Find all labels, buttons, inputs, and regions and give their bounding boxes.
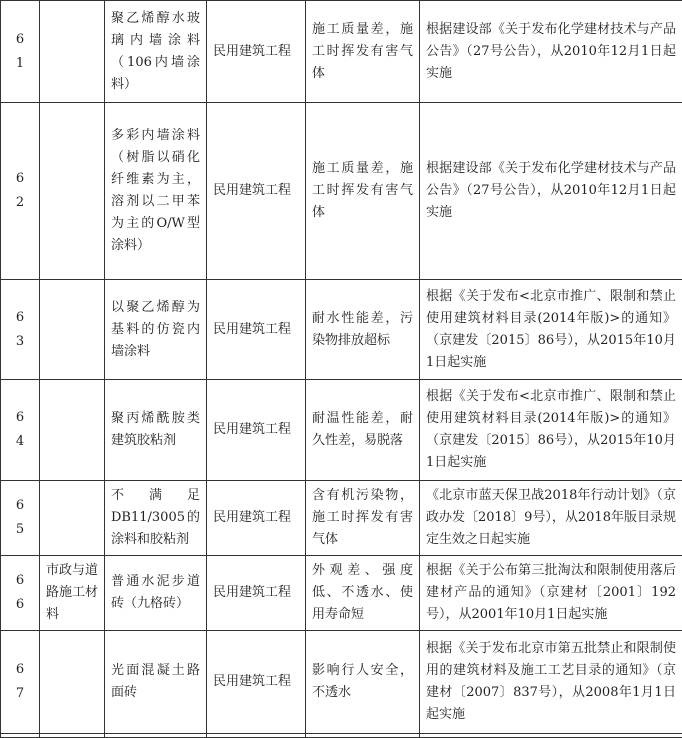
- table-row: [1, 556, 682, 631]
- category-cell: [40, 380, 105, 481]
- scope-cell: 民用建筑工程: [207, 556, 306, 631]
- row-number-ones: 3: [7, 330, 33, 354]
- product-name-cell: 以聚乙烯醇为基料的仿瓷内墙涂料: [105, 280, 207, 380]
- row-number-ones: 5: [7, 518, 33, 542]
- basis-cell: 根据建设部《关于发布化学建材技术与产品公告》（27号公告），从2010年12月1日起实施: [420, 1, 682, 103]
- category-cell: [40, 481, 105, 556]
- category-cell: 市政与道路施工材料: [40, 556, 105, 631]
- product-name-cell: 聚乙烯醇水玻璃内墙涂料（106内墙涂料）: [105, 1, 207, 103]
- reason-cell: 影响行人安全，不透水: [306, 631, 420, 734]
- product-name-cell: 不满足DB11/3005的涂料和胶粘剂: [105, 481, 207, 556]
- category-cell: [40, 280, 105, 380]
- row-number-cell: [1, 631, 40, 734]
- row-number-tens: 6: [7, 569, 33, 593]
- row-number-cell: [1, 380, 40, 481]
- table-row: [1, 481, 682, 556]
- table-row: [1, 631, 682, 734]
- basis-cell: 根据《关于发布<北京市推广、限制和禁止使用建筑材料目录(2014年版)>的通知》（京建发〔2015〕86号），从2015年10月1日起实施: [420, 280, 682, 380]
- row-number-ones: 6: [7, 593, 33, 617]
- scope-cell: 民用建筑工程: [207, 103, 306, 280]
- table-row: [1, 380, 682, 481]
- basis-cell: 根据《关于发布北京市第五批禁止和限制使用的建筑材料及施工工艺目录的通知》（京建材〔2007〕837号），从2008年1月1日起实施: [420, 631, 682, 734]
- product-name-cell: 多彩内墙涂料（树脂以硝化纤维素为主，溶剂以二甲苯为主的O/W型涂料）: [105, 103, 207, 280]
- row-number-tens: 6: [7, 406, 33, 430]
- table-row: [1, 1, 682, 103]
- row-number-cell: [1, 1, 40, 103]
- row-number-cell: [1, 103, 40, 280]
- row-number-cell: [1, 280, 40, 380]
- row-number-tens: 6: [7, 167, 33, 191]
- reason-cell: 外观差、强度低、不透水、使用寿命短: [306, 556, 420, 631]
- scope-cell: 民用建筑工程: [207, 481, 306, 556]
- row-number-cell: [1, 556, 40, 631]
- basis-cell: 根据《关于发布<北京市推广、限制和禁止使用建筑材料目录(2014年版)>的通知》（京建发〔2015〕86号），从2015年10月1日起实施: [420, 380, 682, 481]
- reason-cell: 含有机污染物，施工时挥发有害气体: [306, 481, 420, 556]
- row-number-tens: 6: [7, 28, 33, 52]
- reason-cell: 耐温性能差，耐久性差，易脱落: [306, 380, 420, 481]
- scope-cell: 民用建筑工程: [207, 280, 306, 380]
- basis-cell: 根据建设部《关于发布化学建材技术与产品公告》（27号公告），从2010年12月1日起实施: [420, 103, 682, 280]
- table-row: [1, 280, 682, 380]
- product-name-cell: 普通水泥步道砖（九格砖）: [105, 556, 207, 631]
- row-number-tens: 6: [7, 658, 33, 682]
- basis-cell: 根据《关于公布第三批淘汰和限制使用落后建材产品的通知》（京建材〔2001〕192号），从2001年10月1日起实施: [420, 556, 682, 631]
- row-number-ones: 7: [7, 682, 33, 706]
- category-cell: [40, 103, 105, 280]
- category-cell: [40, 631, 105, 734]
- row-number-tens: 6: [7, 306, 33, 330]
- product-name-cell: 聚丙烯酰胺类建筑胶粘剂: [105, 380, 207, 481]
- row-number-ones: 2: [7, 191, 33, 215]
- row-number-cell: [1, 481, 40, 556]
- row-number-ones: 1: [7, 52, 33, 76]
- scope-cell: 民用建筑工程: [207, 1, 306, 103]
- reason-cell: 施工质量差，施工时挥发有害气体: [306, 103, 420, 280]
- row-number-tens: 6: [7, 494, 33, 518]
- table-row: [1, 103, 682, 280]
- reason-cell: 耐水性能差，污染物排放超标: [306, 280, 420, 380]
- row-number-ones: 4: [7, 430, 33, 454]
- scope-cell: 民用建筑工程: [207, 631, 306, 734]
- scope-cell: 民用建筑工程: [207, 380, 306, 481]
- product-name-cell: 光面混凝土路面砖: [105, 631, 207, 734]
- basis-cell: 《北京市蓝天保卫战2018年行动计划》（京政办发〔2018〕9号），从2018年版目录规定生效之日起实施: [420, 481, 682, 556]
- reason-cell: 施工质量差，施工时挥发有害气体: [306, 1, 420, 103]
- category-cell: [40, 1, 105, 103]
